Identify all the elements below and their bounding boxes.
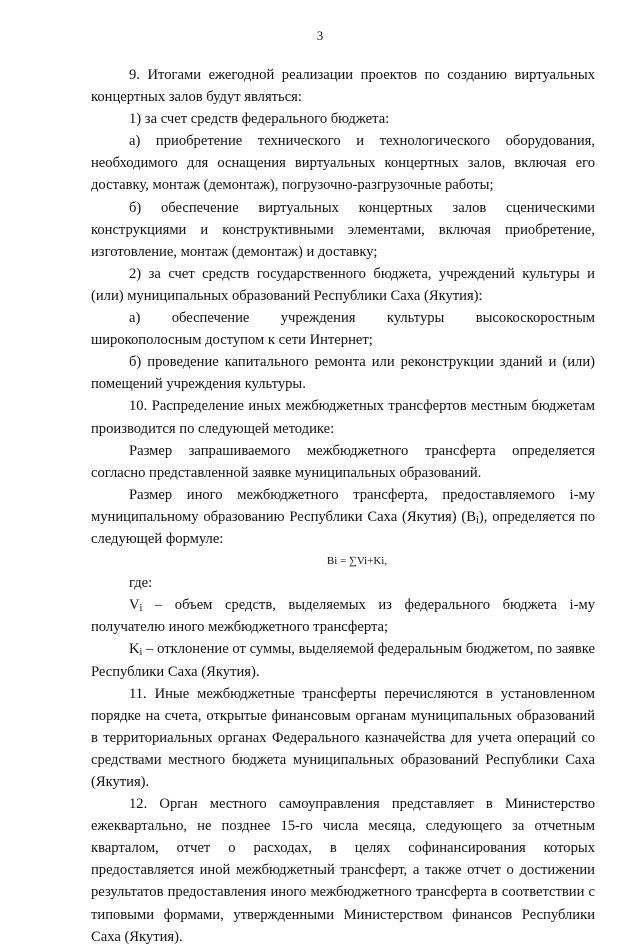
- definition-k: [91, 638, 595, 682]
- k-definition-text: – отклонение от суммы, выделяемой федеральным бюджетом, по заявке Республики Саха (Якутия).: [91, 641, 595, 680]
- paragraph-11: 11. Иные межбюджетные трансферты перечисляются в установленном порядке на счета, открытые финансовым органам муниципальных образований в территориальных органах Федерального казначейства для учета операций со средствами местного бюджета муниципальных образований Республики Саха (Якутия).: [91, 685, 595, 790]
- transfer-size-text: Размер иного межбюджетного трансферта, предоставляемого i-му муниципальному образованию Республики Саха (Якутия) (B: [91, 486, 595, 525]
- paragraph-10-transfer-size: [91, 484, 595, 550]
- transfer-size-text-end: ), определяется по следующей формуле:: [91, 508, 595, 547]
- paragraph-10-request-size: Размер запрашиваемого межбюджетного трансферта определяется согласно представленной заявке муниципальных образований.: [91, 442, 595, 481]
- v-symbol: V: [129, 597, 140, 614]
- v-subscript: i: [139, 603, 143, 615]
- k-symbol: K: [129, 641, 140, 658]
- transfer-size-subscript: i: [476, 514, 479, 526]
- k-subscript: i: [139, 647, 143, 659]
- paragraph-9-item-2b: б) проведение капитального ремонта или реконструкции зданий и (или) помещений учреждения культуры.: [91, 354, 595, 393]
- paragraph-9-item-1a: а) приобретение технического и технологического оборудования, необходимого для оснащения виртуальных концертных залов, включая его доставку, монтаж (демонтаж), погрузочно-разгрузочные работы;: [91, 133, 595, 194]
- paragraph-9: 9. Итогами ежегодной реализации проектов по созданию виртуальных концертных залов будут являться:: [91, 67, 595, 106]
- paragraph-9-item-1b: б) обеспечение виртуальных концертных залов сценическими конструкциями и конструктивными элементами, включая приобретение, изготовление, монтаж (демонтаж) и доставку;: [91, 199, 595, 260]
- where-label: где:: [129, 575, 153, 592]
- page-number: 3: [316, 28, 324, 43]
- paragraph-10: 10. Распределение иных межбюджетных трансфертов местным бюджетам производится по следующей методике:: [91, 398, 595, 437]
- paragraph-9-item-2a: а) обеспечение учреждения культуры высокоскоростным широкополосным доступом к сети Интернет;: [91, 310, 595, 349]
- v-definition-text: – объем средств, выделяемых из федерального бюджета i-му получателю иного межбюджетного трансферта;: [91, 597, 595, 636]
- formula: Bi = ∑Vi+Ki,: [326, 555, 388, 568]
- definition-v: [91, 594, 595, 638]
- paragraph-9-item-2: 2) за счет средств государственного бюджета, учреждений культуры и (или) муниципальных образований Республики Саха (Якутия):: [91, 265, 595, 304]
- paragraph-12: 12. Орган местного самоуправления представляет в Министерство ежеквартально, не позднее 15-го числа месяца, следующего за отчетным кварталом, отчет о расходах, в целях софинансирования которых предоставляется иной межбюджетный трансферт, а также отчет о достижении результатов предоставления иного межбюджетного трансферта в соответствии с типовыми формами, утвержденными Министерством финансов Республики Саха (Якутия).: [91, 796, 595, 945]
- paragraph-9-item-1: 1) за счет средств федерального бюджета:: [129, 111, 390, 128]
- document-body: [91, 64, 595, 948]
